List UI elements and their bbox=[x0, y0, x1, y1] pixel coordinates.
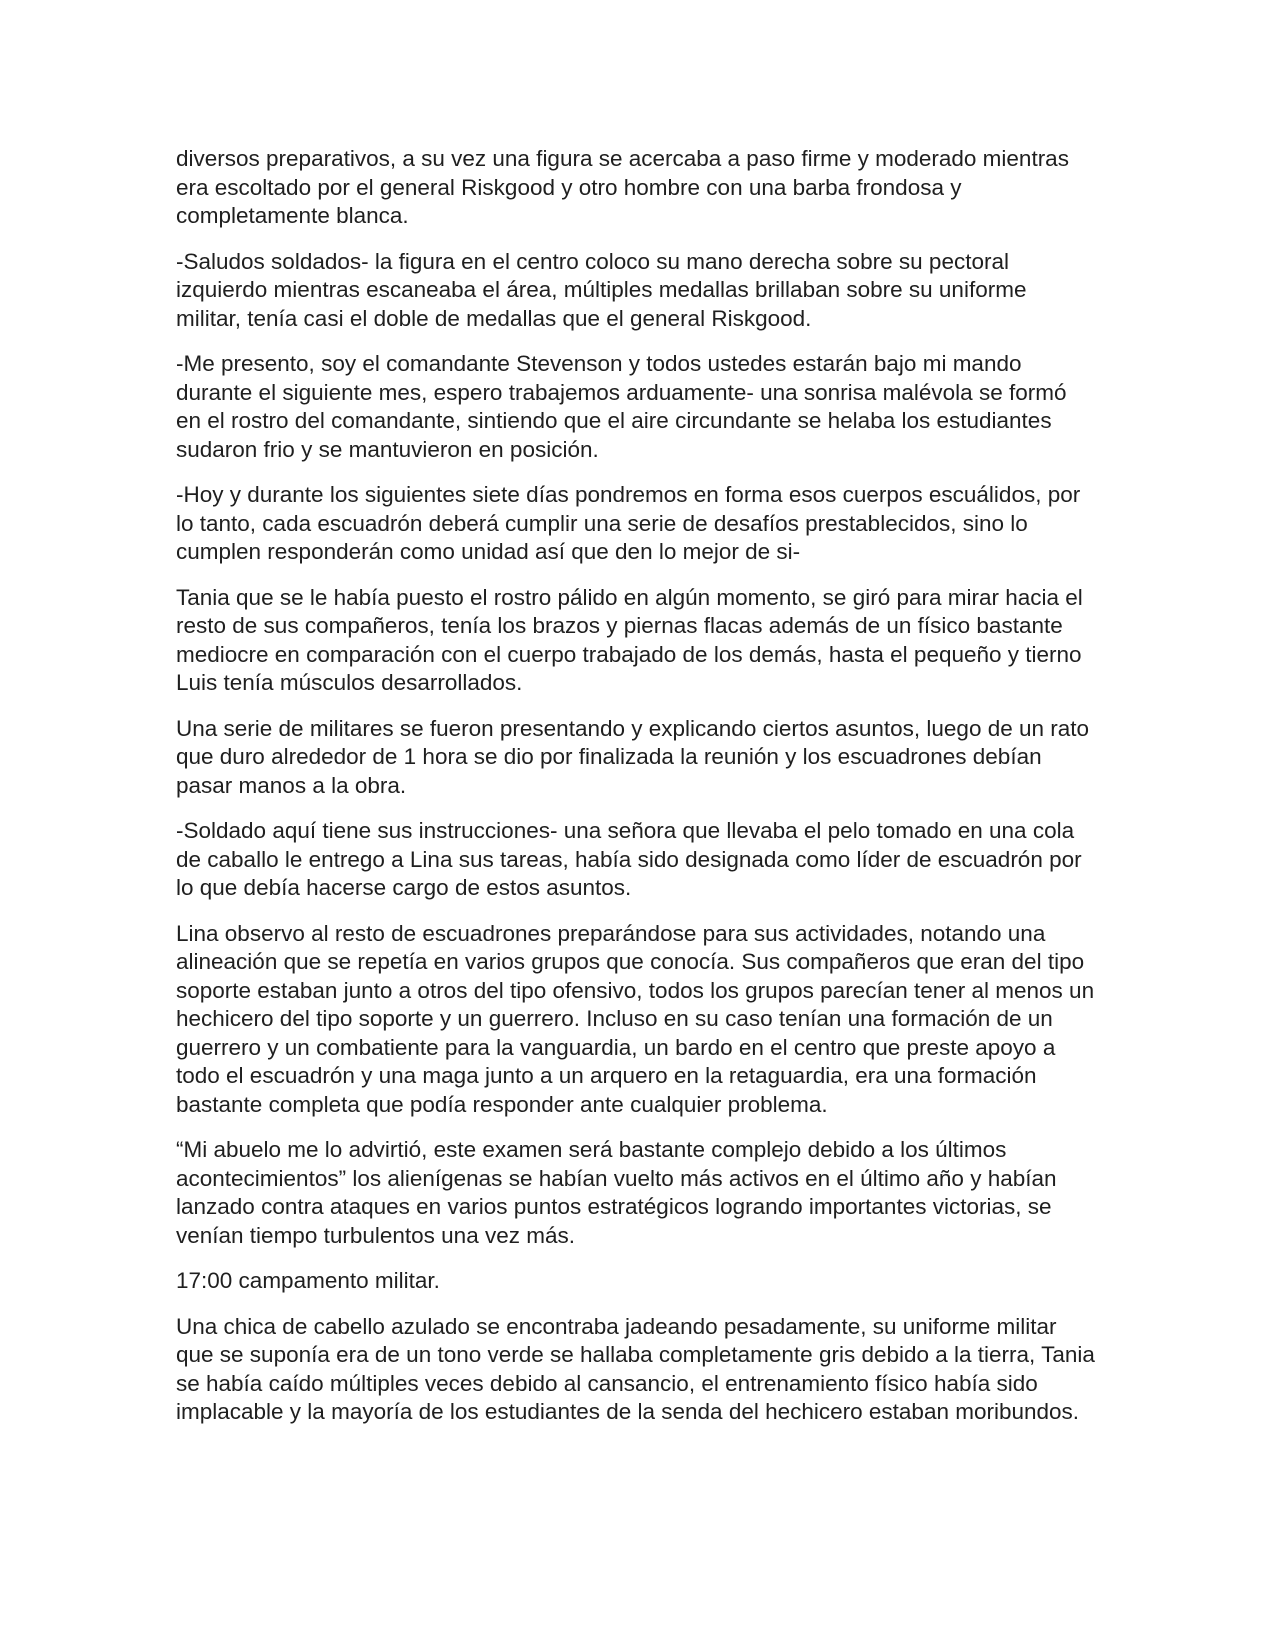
paragraph: Lina observo al resto de escuadrones preparándose para sus actividades, notando una alineación que se repetía en varios grupos que conocía. Sus compañeros que eran del tipo soporte estaban junto a otros del tipo ofensivo, todos los grupos parecían tener al menos un hechicero del tipo soporte y un guerrero. Incluso en su caso tenían una formación de un guerrero y un combatiente para la vanguardia, un bardo en el centro que preste apoyo a todo el escuadrón y una maga junto a un arquero en la retaguardia, era una formación bastante completa que podía responder ante cualquier problema. bbox=[176, 920, 1095, 1117]
paragraph: -Hoy y durante los siguientes siete días pondremos en forma esos cuerpos escuálidos, por lo tanto, cada escuadrón deberá cumplir una serie de desafíos prestablecidos, sino lo cumplen responderán como unidad así que den lo mejor de si- bbox=[176, 482, 1081, 564]
paragraph: Tania que se le había puesto el rostro pálido en algún momento, se giró para mirar hacia el resto de sus compañeros, tenía los brazos y piernas flacas además de un físico bastante mediocre en comparación con el cuerpo trabajado de los demás, hasta el pequeño y tierno Luis tenía músculos desarrollados. bbox=[176, 584, 1083, 695]
paragraph: “Mi abuelo me lo advirtió, este examen será bastante complejo debido a los últimos acontecimientos” los alienígenas se habían vuelto más activos en el último año y habían lanzado contra ataques en varios puntos estratégicos logrando importantes victorias, se venían tiempo turbulentos una vez más. bbox=[176, 1137, 1057, 1248]
paragraph: -Saludos soldados- la figura en el centro coloco su mano derecha sobre su pectoral izquierdo mientras escaneaba el área, múltiples medallas brillaban sobre su uniforme militar, tenía casi el doble de medallas que el general Riskgood. bbox=[176, 248, 1027, 331]
paragraph: diversos preparativos, a su vez una figura se acercaba a paso firme y moderado mientras era escoltado por el general Riskgood y otro hombre con una barba frondosa y completamente blanca. bbox=[176, 146, 1069, 228]
scene-heading: 17:00 campamento militar. bbox=[176, 1268, 440, 1293]
paragraph: -Me presento, soy el comandante Stevenson y todos ustedes estarán bajo mi mando durante el siguiente mes, espero trabajemos arduamente- una sonrisa malévola se formó en el rostro del comandante, sintiendo que el aire circundante se helaba los estudiantes sudaron frio y se mantuvieron en posición. bbox=[176, 351, 1067, 462]
paragraph: Una serie de militares se fueron presentando y explicando ciertos asuntos, luego de un rato que duro alrededor de 1 hora se dio por finalizada la reunión y los escuadrones debían pasar manos a la obra. bbox=[176, 715, 1090, 798]
paragraph: Una chica de cabello azulado se encontraba jadeando pesadamente, su uniforme militar que se suponía era de un tono verde se hallaba completamente gris debido a la tierra, Tania se había caído múltiples veces debido al cansancio, el entrenamiento físico había sido implacable y la mayoría de los estudiantes de la senda del hechicero estaban moribundos. bbox=[176, 1313, 1095, 1424]
document-body bbox=[176, 145, 1096, 1444]
paragraph: -Soldado aquí tiene sus instrucciones- una señora que llevaba el pelo tomado en una cola de caballo le entrego a Lina sus tareas, había sido designada como líder de escuadrón por lo que debía hacerse cargo de estos asuntos. bbox=[176, 818, 1082, 900]
